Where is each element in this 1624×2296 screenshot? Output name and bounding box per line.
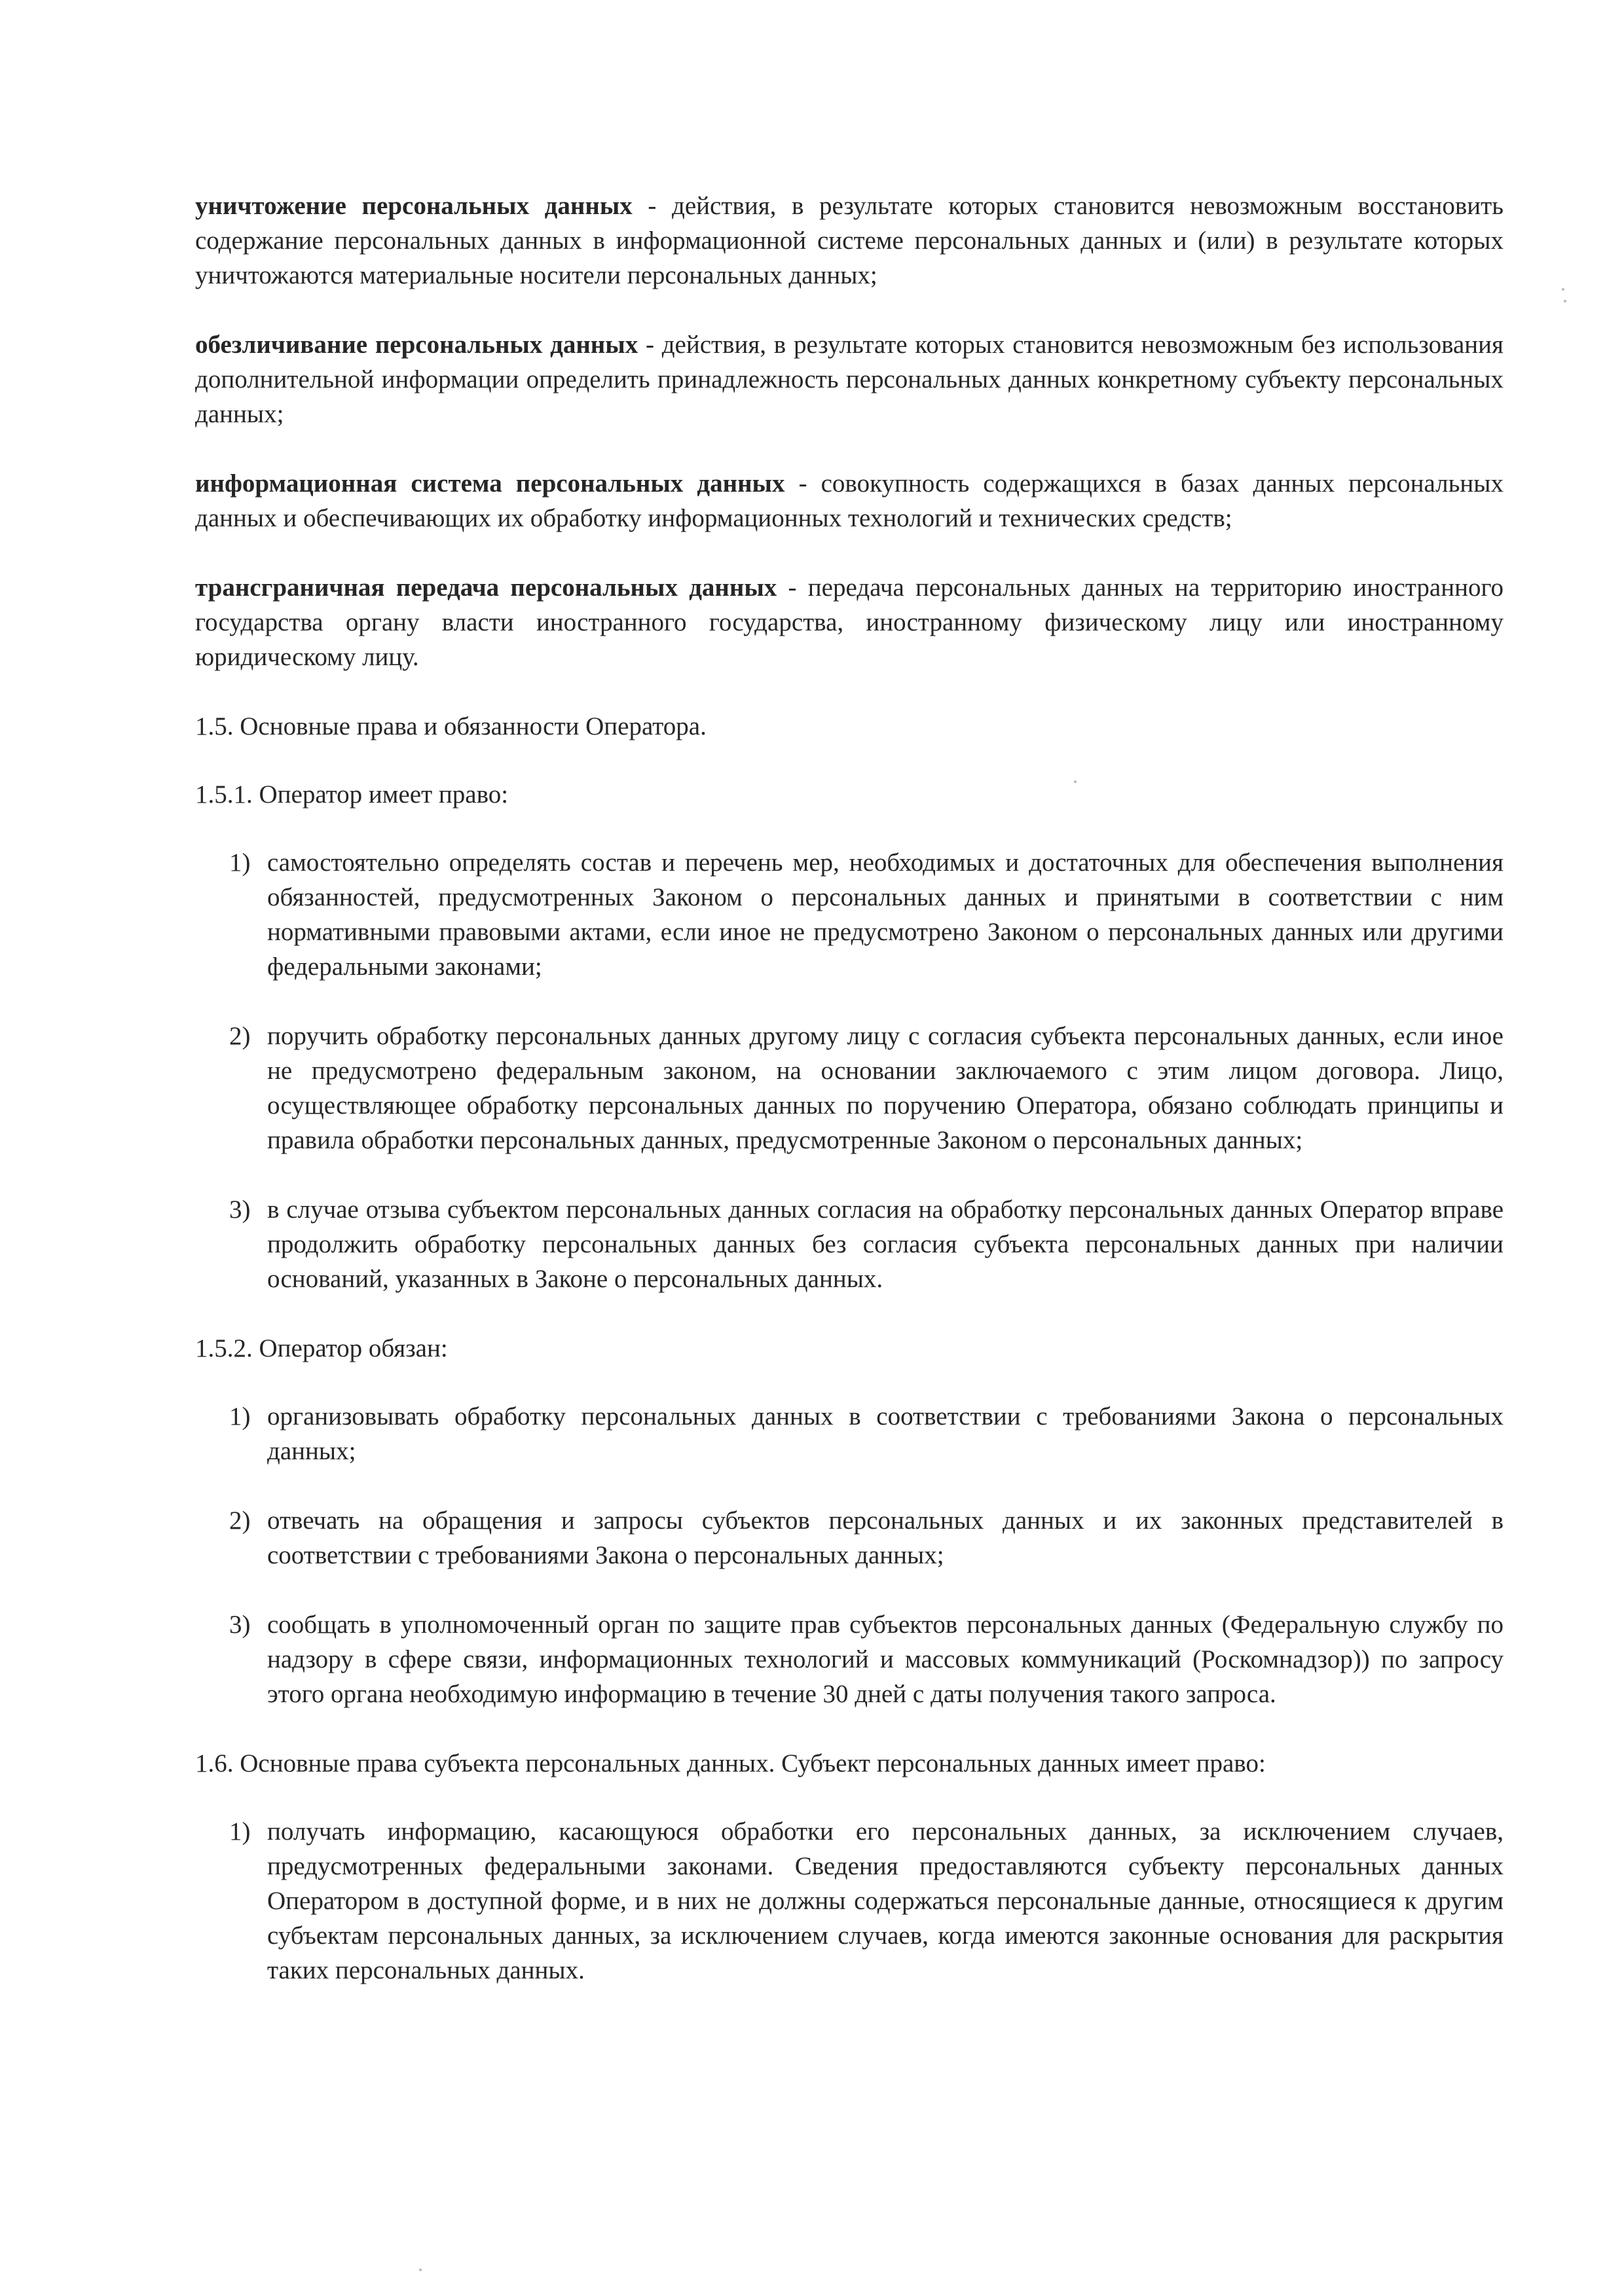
list-item (195, 1503, 1504, 1573)
section-heading-1-5-2: 1.5.2. Оператор обязан: (195, 1334, 448, 1362)
list-item-number: 2) (229, 1506, 251, 1535)
definition-term: обезличивание персональных данных (195, 331, 638, 359)
list-item-text: организовывать обработку персональных данных в соответствии с требованиями Закона о персональных данных; (267, 1402, 1504, 1465)
section-heading-1-5-1: 1.5.1. Оператор имеет право: (195, 780, 509, 809)
definition-text: - действия, в результате которых становится невозможным без использования дополнительной информации определить принадлежность персональных данных конкретному субъекту персональных данных; (195, 331, 1504, 428)
scan-speck (419, 2269, 422, 2271)
operator-duties-list (195, 1399, 1504, 1711)
list-item-number: 3) (229, 1611, 251, 1639)
list-item (195, 1607, 1504, 1711)
list-item-text: сообщать в уполномоченный орган по защите прав субъектов персональных данных (Федеральную службу по надзору в сфере связи, информационных технологий и массовых коммуникаций (Роскомнадзор)) по запросу этого органа необходимую информацию в течение 30 дней с даты получения такого запроса. (267, 1611, 1504, 1708)
section-heading-1-6: 1.6. Основные права субъекта персональных данных. Субъект персональных данных имеет право: (195, 1749, 1266, 1777)
list-item-text: в случае отзыва субъектом персональных данных согласия на обработку персональных данных Оператор вправе продолжить обработку персональных данных без согласия субъекта персональных данных при наличии оснований, указанных в Законе о персональных данных. (267, 1195, 1504, 1293)
scan-speck (1564, 300, 1566, 302)
list-item-number: 3) (229, 1195, 251, 1224)
definition-text: - действия, в результате которых становится невозможным восстановить содержание персональных данных в информационной системе персональных данных и (или) в результате которых уничтожаются материальные носители персональных данных; (195, 192, 1504, 289)
definition-destruction (195, 189, 1504, 293)
list-item-text: самостоятельно определять состав и перечень мер, необходимых и достаточных для обеспечения выполнения обязанностей, предусмотренных Законом о персональных данных и принятыми в соответствии с ним нормативными правовыми актами, если иное не предусмотрено Законом о персональных данных или другими федеральными законами; (267, 848, 1504, 981)
definition-term: информационная система персональных данных (195, 469, 785, 498)
list-item-text: поручить обработку персональных данных другому лицу с согласия субъекта персональных данных, если иное не предусмотрено федеральным законом, на основании заключаемого с этим лицом договора. Лицо, осуществляющее обработку персональных данных по поручению Оператора, обязано соблюдать принципы и правила обработки персональных данных, предусмотренные Законом о персональных данных; (267, 1022, 1504, 1154)
list-item-number: 1) (229, 1402, 251, 1430)
list-item (195, 1814, 1504, 1988)
section-heading-1-5: 1.5. Основные права и обязанности Оператора. (195, 712, 707, 740)
operator-rights-list (195, 845, 1504, 1296)
list-item-number: 1) (229, 1817, 251, 1846)
definition-term: трансграничная передача персональных данных (195, 574, 777, 602)
definition-text: - передача персональных данных на территорию иностранного государства органу власти иностранного государства, иностранному физическому лицу или иностранному юридическому лицу. (195, 574, 1504, 671)
scan-speck (1562, 288, 1564, 291)
list-item (195, 1192, 1504, 1296)
definition-cross-border-transfer (195, 570, 1504, 674)
scan-speck (1074, 780, 1077, 783)
definition-information-system (195, 466, 1504, 536)
definition-depersonalization (195, 327, 1504, 431)
list-item (195, 1399, 1504, 1468)
list-item (195, 1019, 1504, 1157)
definition-text: - совокупность содержащихся в базах данных персональных данных и обеспечивающих их обработку информационных технологий и технических средств; (195, 469, 1504, 532)
list-item-text: отвечать на обращения и запросы субъектов персональных данных и их законных представителей в соответствии с требованиями Закона о персональных данных; (267, 1506, 1504, 1569)
list-item-number: 2) (229, 1022, 251, 1050)
definition-term: уничтожение персональных данных (195, 192, 633, 220)
list-item-text: получать информацию, касающуюся обработки его персональных данных, за исключением случаев, предусмотренных федеральными законами. Сведения предоставляются субъекту персональных данных Оператором в доступной форме, и в них не должны содержаться персональные данные, относящиеся к другим субъектам персональных данных, за исключением случаев, когда имеются законные основания для раскрытия таких персональных данных. (267, 1817, 1504, 1984)
list-item (195, 845, 1504, 984)
subject-rights-list (195, 1814, 1504, 1988)
list-item-number: 1) (229, 848, 251, 877)
page-content (195, 189, 1504, 2022)
